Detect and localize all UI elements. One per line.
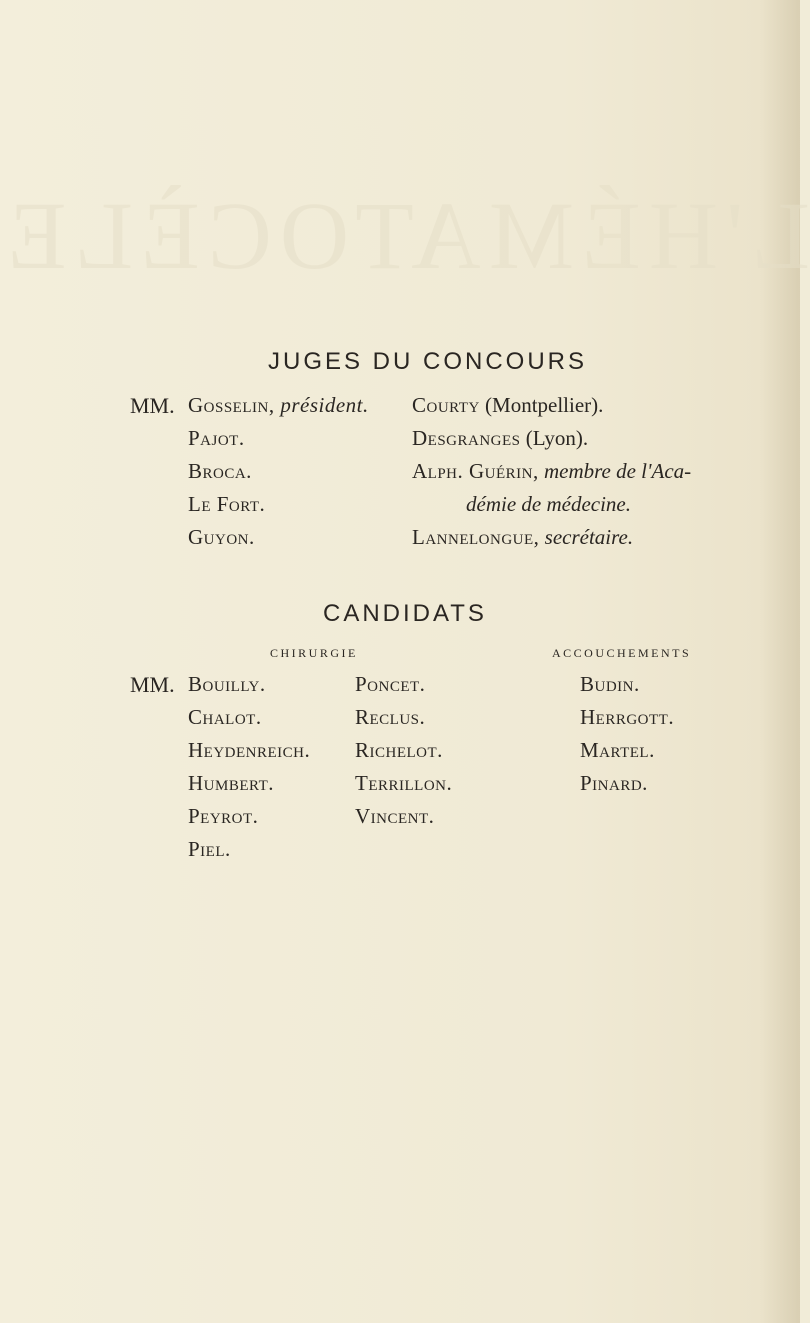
candidate-poncet: Poncet. [355, 672, 426, 696]
judge-name: Alph. Guérin, [412, 459, 539, 483]
judge-role: secrétaire. [539, 525, 634, 549]
candidate-vincent: Vincent. [355, 804, 435, 828]
candidate-bouilly: Bouilly. [188, 672, 266, 696]
judge-pajot: Pajot. [188, 426, 245, 450]
candidate-humbert: Humbert. [188, 771, 275, 795]
judge-role: membre de l'Aca- [538, 459, 692, 483]
judge-place: (Montpellier). [479, 393, 604, 417]
judge-desgranges [412, 426, 588, 451]
accouchements-label: ACCOUCHEMENTS [552, 646, 692, 660]
judge-place: (Lyon). [520, 426, 589, 450]
candidate-piel: Piel. [188, 837, 231, 861]
candidate-richelot: Richelot. [355, 738, 443, 762]
judge-name: Desgranges [412, 426, 521, 450]
judge-name: Gosselin, [188, 393, 275, 417]
candidates-prefix: MM. [130, 672, 175, 697]
show-through-text: L'HÉMATOCÈLE [0, 182, 810, 289]
judges-title: JUGES DU CONCOURS [268, 348, 588, 375]
judge-guyon: Guyon. [188, 525, 255, 549]
judges-prefix: MM. [130, 393, 175, 418]
candidate-herrgott: Herrgott. [580, 705, 675, 729]
judge-name: Lannelongue, [412, 525, 540, 549]
judge-lannelongue [412, 525, 633, 550]
candidate-martel: Martel. [580, 738, 655, 762]
candidate-chalot: Chalot. [188, 705, 262, 729]
judge-le-fort: Le Fort. [188, 492, 266, 516]
chirurgie-label: CHIRURGIE [270, 646, 358, 660]
judge-role: président. [280, 393, 369, 417]
candidate-peyrot: Peyrot. [188, 804, 259, 828]
judge-guerin-role-cont: démie de médecine. [466, 492, 631, 516]
candidate-budin: Budin. [580, 672, 640, 696]
judge-guerin [412, 459, 691, 484]
candidate-pinard: Pinard. [580, 771, 648, 795]
judge-broca: Broca. [188, 459, 252, 483]
judge-name: Courty [412, 393, 480, 417]
judge-gosselin [188, 393, 369, 418]
candidates-title: CANDIDATS [323, 600, 487, 627]
candidate-reclus: Reclus. [355, 705, 426, 729]
judge-courty [412, 393, 603, 418]
candidate-heydenreich: Heydenreich. [188, 738, 311, 762]
candidate-terrillon: Terrillon. [355, 771, 453, 795]
